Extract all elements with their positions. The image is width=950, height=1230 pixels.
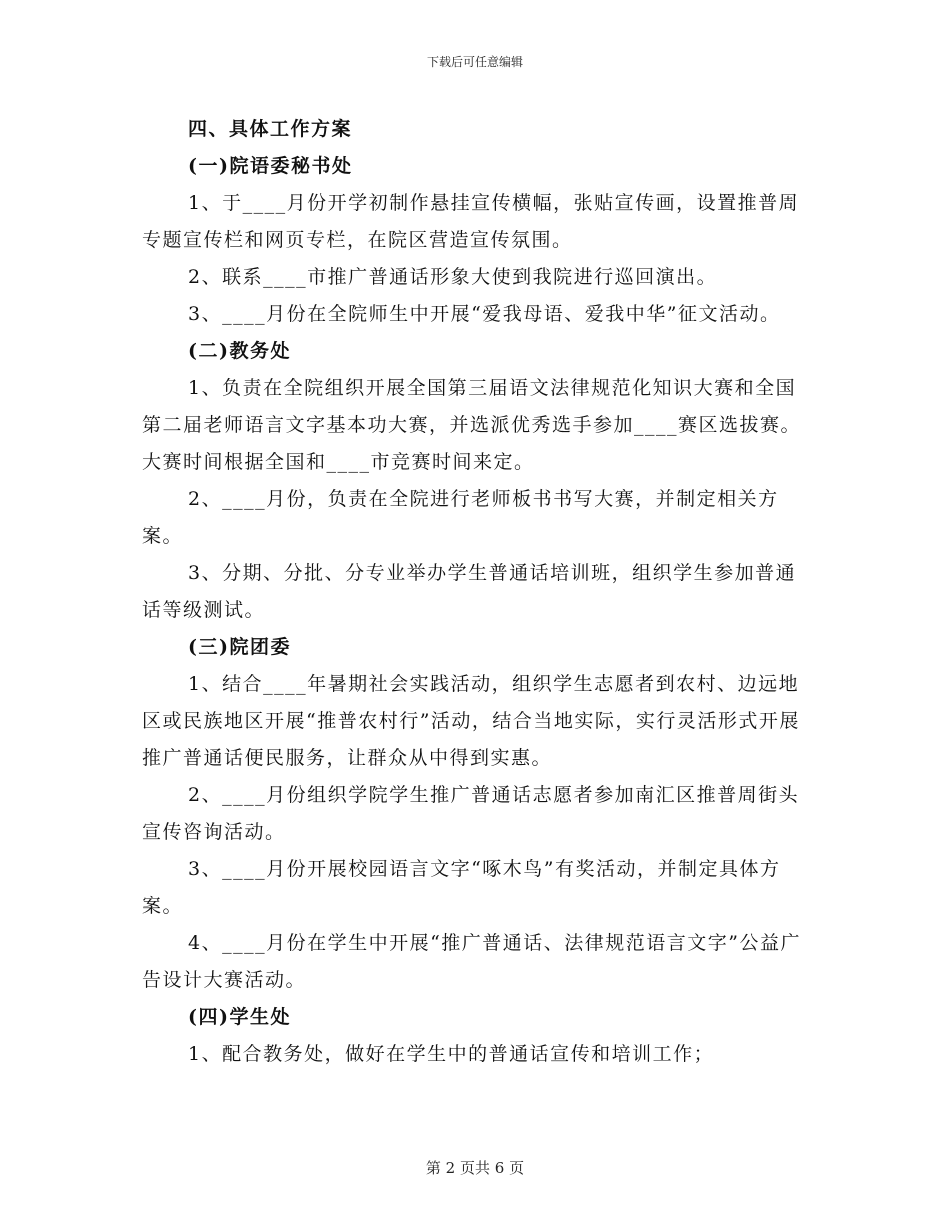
paragraph: 4、____月份在学生中开展“推广普通话、法律规范语言文字”公益广告设计大赛活动。 xyxy=(142,932,802,991)
paragraph: 1、于____月份开学初制作悬挂宣传横幅，张贴宣传画，设置推普周专题宣传栏和网页专栏，在院区营造宣传氛围。 xyxy=(142,192,800,251)
document-body xyxy=(142,111,812,1073)
paragraph: 1、结合____年暑期社会实践活动，组织学生志愿者到农村、边远地区或民族地区开展“推普农村行”活动，结合当地实际，实行灵活形式开展推广普通话便民服务，让群众从中得到实惠。 xyxy=(142,673,800,769)
paragraph: 2、____月份，负责在全院进行老师板书书写大赛，并制定相关方案。 xyxy=(142,488,779,547)
subsection-heading: (四)学生处 xyxy=(188,1006,291,1028)
paragraph: 3、____月份在全院师生中开展“爱我母语、爱我中华”征文活动。 xyxy=(188,303,781,325)
page-number: 第 2 页共 6 页 xyxy=(425,1159,525,1177)
paragraph: 2、联系____市推广普通话形象大使到我院进行巡回演出。 xyxy=(188,266,718,288)
paragraph: 1、配合教务处，做好在学生中的普通话宣传和培训工作； xyxy=(188,1043,715,1065)
paragraph: 3、____月份开展校园语言文字“啄木鸟”有奖活动，并制定具体方案。 xyxy=(142,858,781,917)
paragraph: 1、负责在全院组织开展全国第三届语文法律规范化知识大赛和全国第二届老师语言文字基本功大赛，并选派优秀选手参加____赛区选拔赛。大赛时间根据全国和____市竞赛时间来定。 xyxy=(142,377,802,473)
subsection-heading: (三)院团委 xyxy=(188,636,291,658)
paragraph: 3、分期、分批、分专业举办学生普通话培训班，组织学生参加普通话等级测试。 xyxy=(142,562,797,621)
subsection-heading: (一)院语委秘书处 xyxy=(188,155,353,177)
paragraph: 2、____月份组织学院学生推广普通话志愿者参加南汇区推普周街头宣传咨询活动。 xyxy=(142,784,800,843)
subsection-heading: (二)教务处 xyxy=(188,340,291,362)
section-title: 四、具体工作方案 xyxy=(188,118,353,140)
page-header: 下载后可任意编辑 xyxy=(426,55,523,69)
